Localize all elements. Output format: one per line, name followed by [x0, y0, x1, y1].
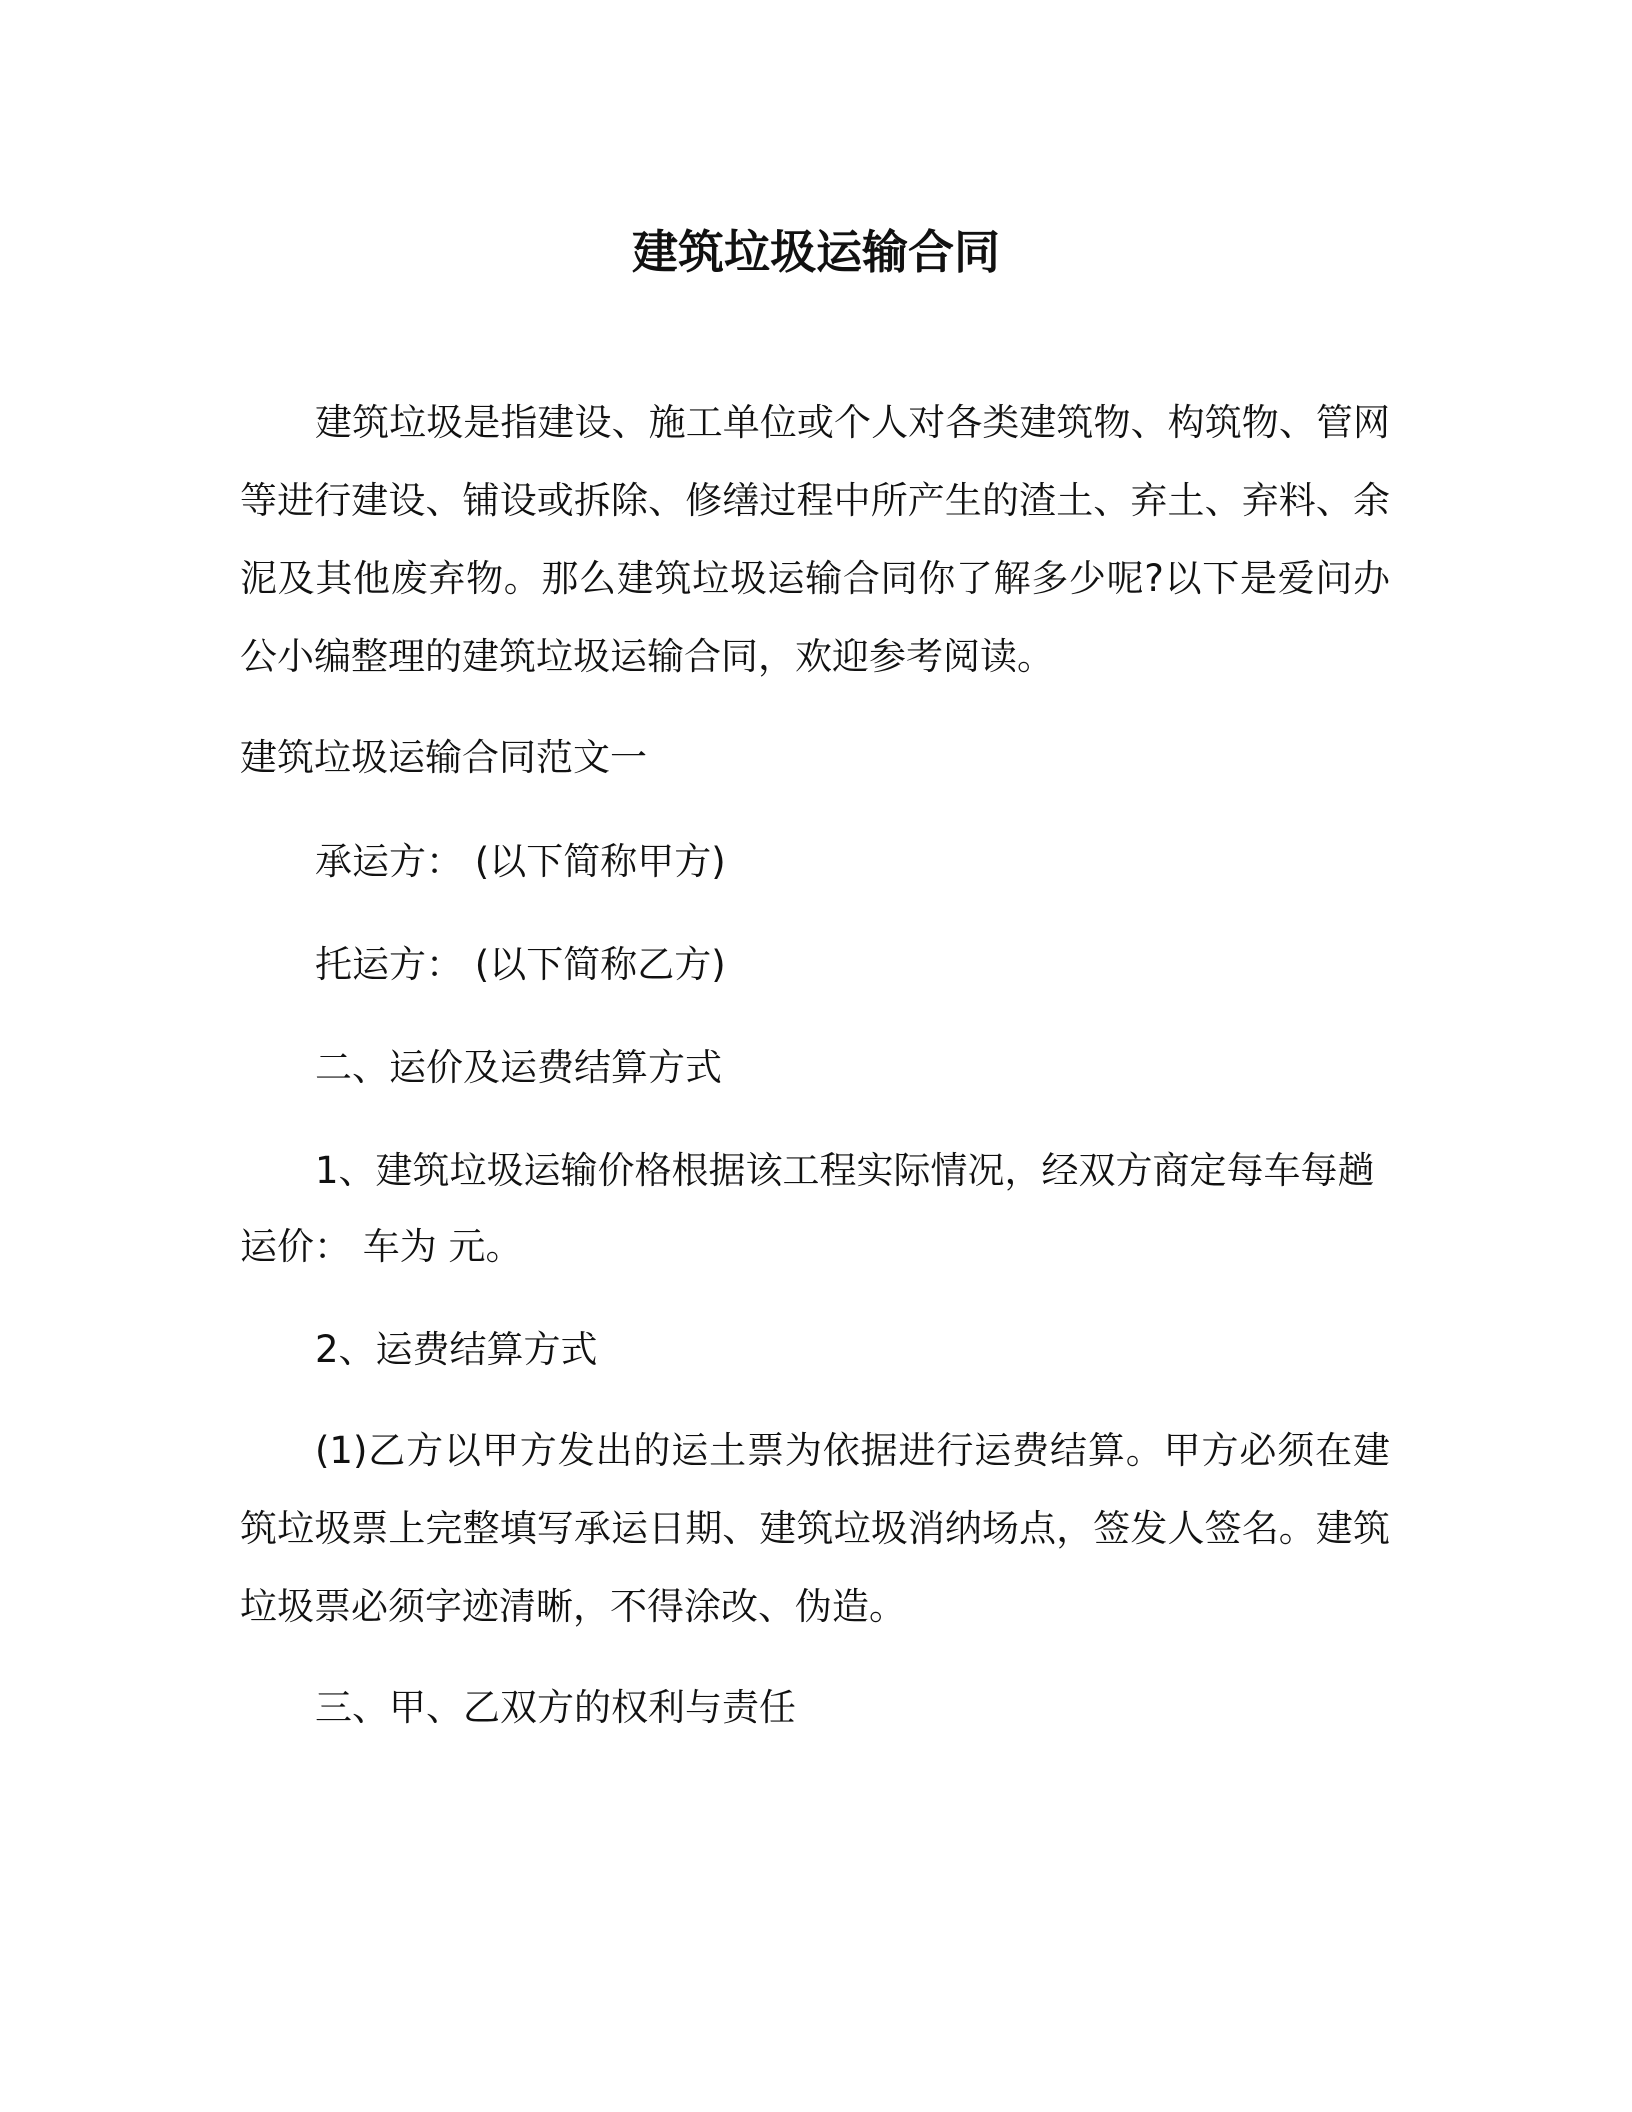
clause-2-2-1-paragraph: (1)乙方以甲方发出的运土票为依据进行运费结算。甲方必须在建筑垃圾票上完整填写承运日期、建筑垃圾消纳场点，签发人签名。建筑垃圾票必须字迹清晰，不得涂改、伪造。 [240, 1429, 1390, 1628]
section-heading: 建筑垃圾运输合同范文一 [240, 736, 647, 779]
document-title: 建筑垃圾运输合同 [632, 225, 1000, 279]
clause-2-1-line-1: 1、建筑垃圾运输价格根据该工程实际情况，经双方商定每车每趟 [315, 1149, 1375, 1192]
party-b-line: 托运方： (以下简称乙方) [315, 943, 726, 986]
clause-3-heading: 三、甲、乙双方的权利与责任 [315, 1686, 796, 1729]
clause-2-1-line-2: 运价： 车为 元。 [240, 1225, 523, 1268]
party-a-line: 承运方： (以下简称甲方) [315, 840, 726, 883]
intro-paragraph: 建筑垃圾是指建设、施工单位或个人对各类建筑物、构筑物、管网等进行建设、铺设或拆除、修缮过程中所产生的渣土、弃土、弃料、余泥及其他废弃物。那么建筑垃圾运输合同你了解多少呢?以下是爱问办公小编整理的建筑垃圾运输合同，欢迎参考阅读。 [240, 401, 1390, 678]
clause-2-heading: 二、运价及运费结算方式 [315, 1046, 722, 1089]
clause-2-2-heading: 2、运费结算方式 [315, 1328, 598, 1371]
